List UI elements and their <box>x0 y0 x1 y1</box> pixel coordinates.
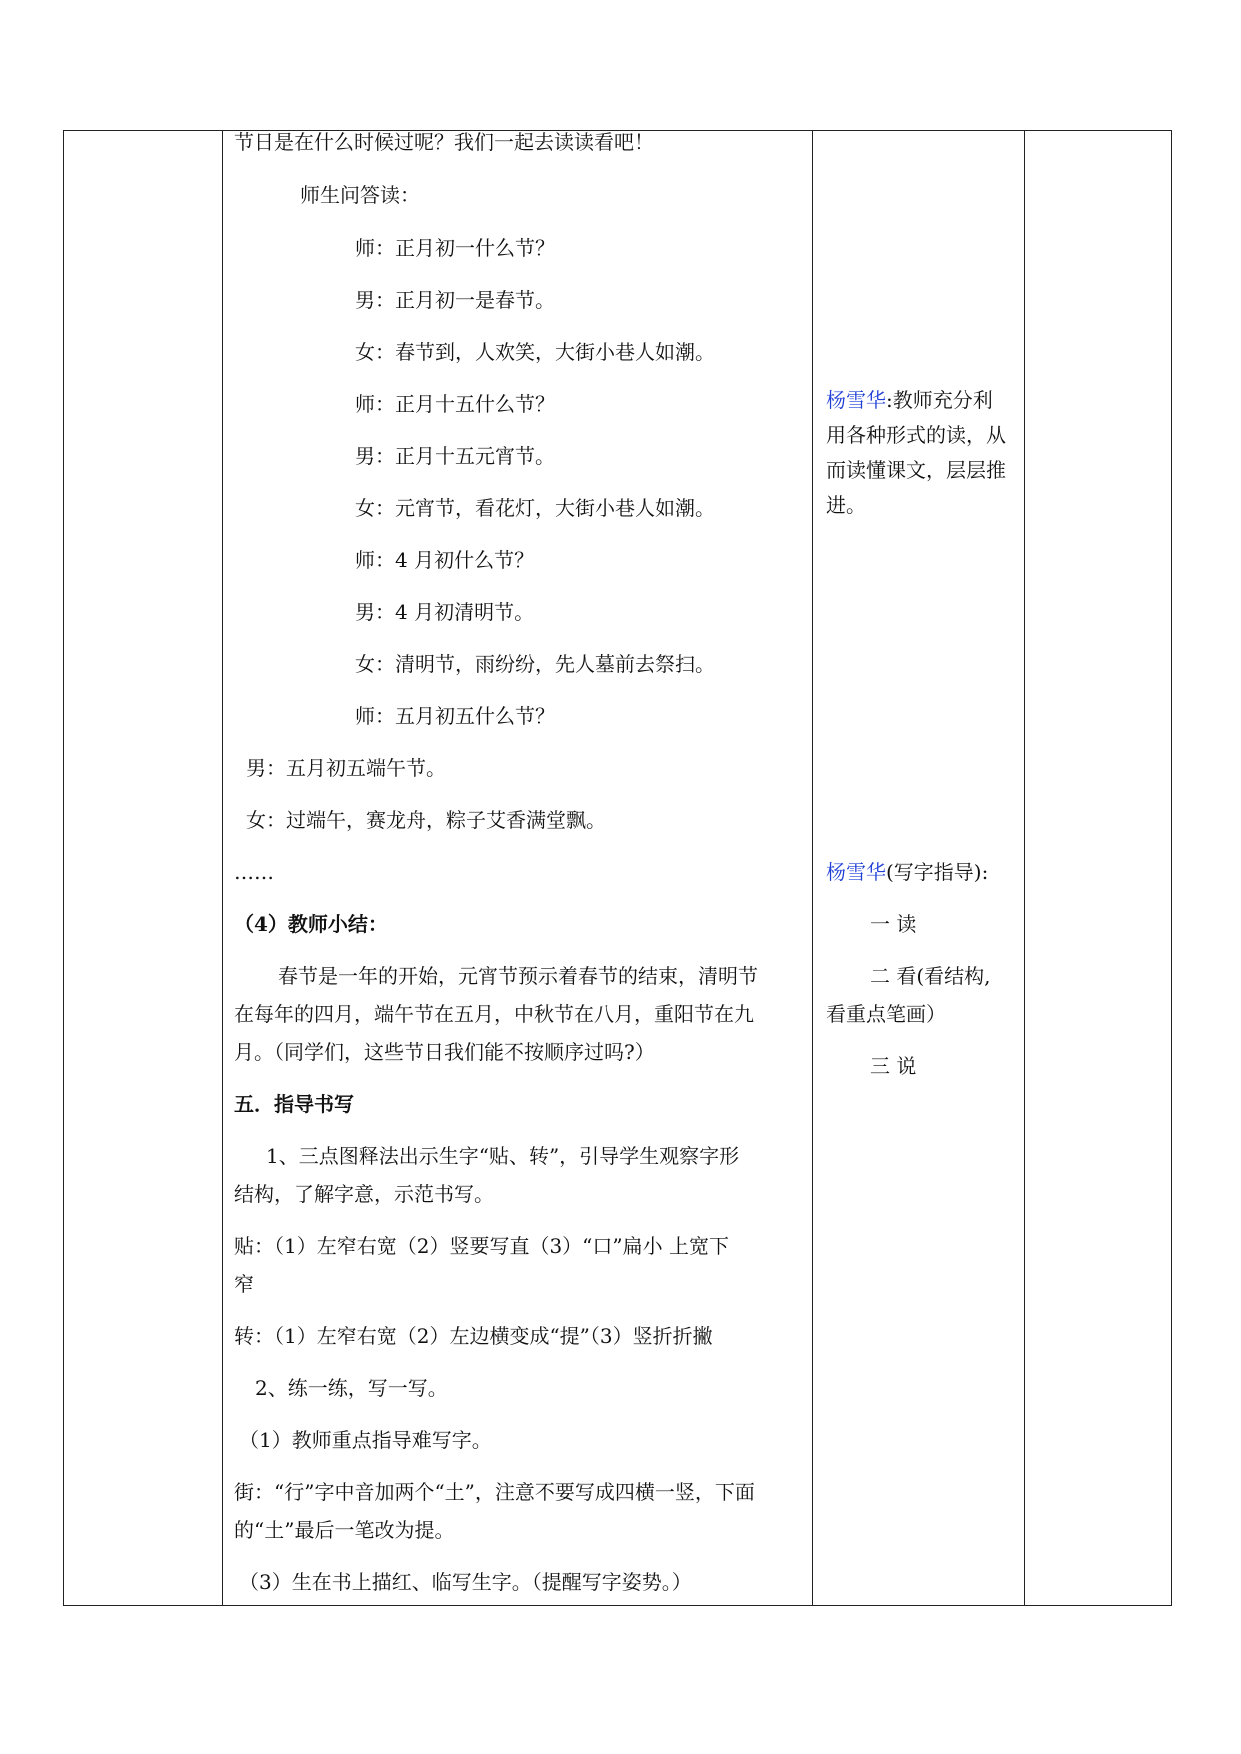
annotation-text: 三 说 <box>870 1054 917 1078</box>
annotation-text: 而读懂课文，层层推 <box>826 458 1006 482</box>
text-line: 女：过端午，赛龙舟，粽子艾香满堂飘。 <box>246 808 606 832</box>
text-line: 男：五月初五端午节。 <box>246 756 446 780</box>
section-heading: 五．指导书写 <box>234 1092 354 1116</box>
annotation-text: 进。 <box>826 493 866 517</box>
text-line: 师：五月初五什么节？ <box>355 704 555 728</box>
annotation-text: :教师充分利 <box>886 388 993 412</box>
text-line: 师：正月十五什么节？ <box>355 392 555 416</box>
text-line: 男：正月十五元宵节。 <box>355 444 555 468</box>
annotation-text: 用各种形式的读，从 <box>826 423 1006 447</box>
annotation-text: (写字指导): <box>886 860 989 884</box>
text-line: 的“土”最后一笔改为提。 <box>234 1518 455 1542</box>
text-line: 节日是在什么时候过呢？我们一起去读读看吧！ <box>234 130 654 154</box>
text-line: 师生问答读： <box>300 183 420 207</box>
annotation-2-line <box>826 858 988 886</box>
column-divider-1 <box>222 130 223 1606</box>
section-heading: （4）教师小结： <box>234 912 388 936</box>
text-line: （1）教师重点指导难写字。 <box>239 1428 492 1452</box>
annotation-text: 二 看(看结构, <box>870 964 991 988</box>
text-line: …… <box>234 860 274 884</box>
text-line: 转：（1）左窄右宽（2）左边横变成“提”（3）竖折折撇 <box>234 1324 713 1348</box>
text-line: 在每年的四月，端午节在五月，中秋节在八月，重阳节在九 <box>234 1002 754 1026</box>
text-line: 男：4 月初清明节。 <box>355 600 535 624</box>
text-line: 贴：（1）左窄右宽（2）竖要写直（3）“口”扁小 上宽下 <box>234 1234 729 1258</box>
text-line: 春节是一年的开始，元宵节预示着春节的结束，清明节 <box>278 964 758 988</box>
text-line: 窄 <box>234 1272 254 1296</box>
text-line: 结构，了解字意，示范书写。 <box>234 1182 494 1206</box>
text-line: 女：清明节，雨纷纷，先人墓前去祭扫。 <box>355 652 715 676</box>
text-line: 女：春节到，人欢笑，大街小巷人如潮。 <box>355 340 715 364</box>
text-line: 2、练一练，写一写。 <box>255 1376 448 1400</box>
annotation-1-line <box>826 386 993 414</box>
text-line: 女：元宵节，看花灯，大街小巷人如潮。 <box>355 496 715 520</box>
text-line: 1、三点图释法出示生字“贴、转”，引导学生观察字形 <box>266 1144 740 1168</box>
text-line: 师：正月初一什么节？ <box>355 236 555 260</box>
annotation-text: 一 读 <box>870 912 917 936</box>
text-line: 街：“行”字中音加两个“土”，注意不要写成四横一竖，下面 <box>234 1480 755 1504</box>
column-divider-3 <box>1024 130 1025 1606</box>
text-line: 师：4 月初什么节？ <box>355 548 535 572</box>
annotation-text: 看重点笔画） <box>826 1002 946 1026</box>
column-divider-2 <box>812 130 813 1606</box>
annotator-name: 杨雪华 <box>826 860 886 884</box>
text-line: 月。（同学们，这些节日我们能不按顺序过吗?） <box>234 1040 655 1064</box>
text-line: 男：正月初一是春节。 <box>355 288 555 312</box>
text-line: （3）生在书上描红、临写生字。（提醒写字姿势。） <box>239 1570 692 1594</box>
annotator-name: 杨雪华 <box>826 388 886 412</box>
